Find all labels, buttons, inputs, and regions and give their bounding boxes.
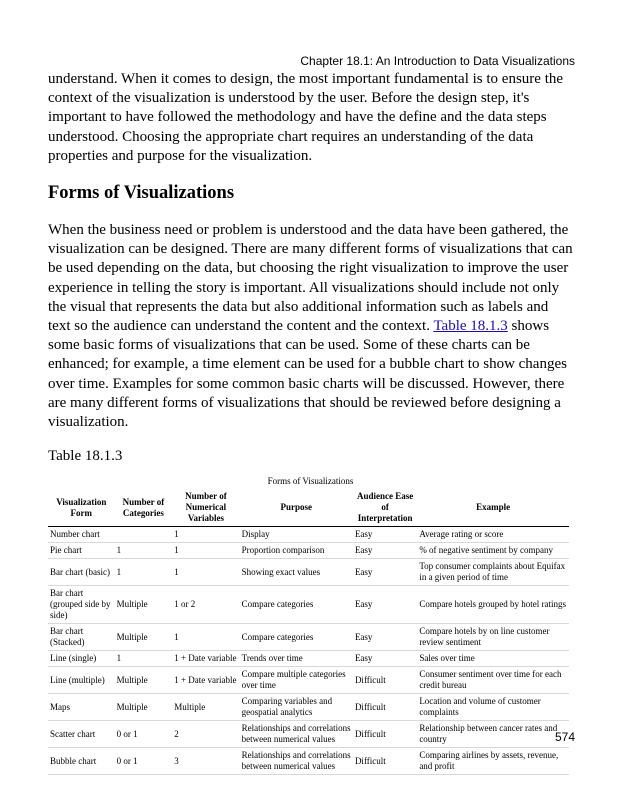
column-header: Purpose bbox=[240, 489, 353, 527]
table-cell: Bar chart (grouped side by side) bbox=[50, 588, 111, 621]
page-number: 574 bbox=[554, 730, 575, 744]
page-content bbox=[48, 70, 573, 775]
table-cell: Maps bbox=[50, 701, 70, 712]
table-cell: Bubble chart bbox=[50, 755, 97, 766]
table-cell: Relationships and correlations between numerical values bbox=[241, 723, 351, 745]
table-cell: Display bbox=[241, 529, 270, 540]
intro-paragraph: understand. When it comes to design, the most important fundamental is to ensure the context of the visualization is understood by the user. Before the design step, it's important to have followed the methodology and have the define and the data steps understood. Choosing the appropriate chart requires an understanding of the data properties and purpose for the visualization. bbox=[48, 71, 564, 164]
table-row bbox=[48, 527, 569, 543]
table-cell: Location and volume of customer complaints bbox=[419, 696, 541, 718]
table-cell: Easy bbox=[354, 545, 373, 556]
table-cell: Pie chart bbox=[50, 545, 82, 556]
column-header: Audience Ease of Interpretation bbox=[353, 489, 417, 527]
table-cell: Difficult bbox=[354, 755, 386, 766]
table-cell: Showing exact values bbox=[241, 566, 321, 577]
table-cell: Relationships and correlations between numerical values bbox=[241, 750, 351, 772]
table-cell: Relationship between cancer rates and country bbox=[419, 723, 558, 745]
table-cell: 1 + Date variable bbox=[174, 653, 237, 664]
table-cell: Compare multiple categories over time bbox=[241, 669, 346, 691]
table-cell: 1 bbox=[174, 545, 179, 556]
table-cell: % of negative sentiment by company bbox=[419, 545, 554, 556]
column-header: Number of Categories bbox=[115, 489, 173, 527]
table-cell: Compare hotels by on line customer review sentiment bbox=[419, 626, 550, 648]
table-caption: Forms of Visualizations bbox=[267, 476, 354, 487]
table-row bbox=[48, 721, 569, 748]
table-cell: Compare hotels grouped by hotel ratings bbox=[419, 599, 567, 610]
table-label: Table 18.1.3 bbox=[48, 448, 123, 465]
table-cell: Difficult bbox=[354, 674, 386, 685]
table-cell: 1 bbox=[174, 529, 179, 540]
table-cell: Bar chart (Stacked) bbox=[50, 626, 85, 648]
table-cell: Difficult bbox=[354, 728, 386, 739]
table-row bbox=[48, 651, 569, 667]
table-cell: Average rating or score bbox=[419, 529, 504, 540]
table-reference-link[interactable]: Table 18.1.3 bbox=[433, 318, 508, 335]
table-cell: 1 bbox=[116, 653, 122, 664]
table-cell: Easy bbox=[354, 566, 373, 577]
table-cell: Multiple bbox=[174, 701, 206, 712]
table-cell: Number chart bbox=[50, 529, 100, 540]
table-cell: Line (multiple) bbox=[50, 674, 105, 685]
table-row bbox=[48, 748, 569, 775]
table-row bbox=[48, 586, 569, 624]
table-header-row bbox=[48, 489, 569, 527]
table-cell: Easy bbox=[354, 631, 373, 642]
table-row bbox=[48, 694, 569, 721]
table-cell: Easy bbox=[354, 599, 373, 610]
table-cell: Difficult bbox=[354, 701, 386, 712]
table-cell: Easy bbox=[354, 653, 373, 664]
table-cell: 1 bbox=[174, 631, 179, 642]
table-cell: Sales over time bbox=[419, 653, 475, 664]
table-cell: Multiple bbox=[116, 674, 148, 685]
table-body bbox=[48, 527, 569, 775]
table-cell: 1 or 2 bbox=[174, 599, 196, 610]
column-header: Number of Numerical Variables bbox=[172, 489, 239, 527]
table-row bbox=[48, 667, 569, 694]
table-cell: Multiple bbox=[116, 631, 148, 642]
table-cell: Scatter chart bbox=[50, 728, 96, 739]
table-cell: 0 or 1 bbox=[116, 755, 138, 766]
paragraph-text-before-link: When the business need or problem is understood and the data have been gathered, the visualization can be designed. There are many different forms of visualizations that can be used depending on the data, but choosing the right visualization to improve the user experience in telling the story is important. All visualizations should include not only the visual that represents the data but also additional information such as labels and text so the audience can understand the content and the context. bbox=[48, 222, 573, 335]
column-header: Example bbox=[417, 489, 569, 527]
table-cell: 1 bbox=[116, 566, 122, 577]
table-row bbox=[48, 559, 569, 586]
table-row bbox=[48, 543, 569, 559]
table-cell: Multiple bbox=[116, 701, 148, 712]
table-cell: Top consumer complaints about Equifax in a given period of time bbox=[419, 561, 566, 583]
visualization-forms-table bbox=[48, 489, 569, 775]
table-cell: Proportion comparison bbox=[241, 545, 325, 556]
table-cell: Multiple bbox=[116, 599, 148, 610]
table-cell: 3 bbox=[174, 755, 179, 766]
table-cell: Compare categories bbox=[241, 599, 314, 610]
running-header: Chapter 18.1: An Introduction to Data Visualizations bbox=[300, 54, 575, 68]
table-cell: Consumer sentiment over time for each credit bureau bbox=[419, 669, 562, 691]
section-heading: Forms of Visualizations bbox=[48, 183, 235, 204]
table-cell: 0 or 1 bbox=[116, 728, 138, 739]
table-cell: Comparing airlines by assets, revenue, and profit bbox=[419, 750, 559, 772]
table-cell: 1 bbox=[174, 566, 179, 577]
table-cell bbox=[115, 527, 173, 543]
table-cell: Comparing variables and geospatial analytics bbox=[241, 696, 333, 718]
table-cell: Line (single) bbox=[50, 653, 97, 664]
table-cell: Trends over time bbox=[241, 653, 303, 664]
table-cell: 2 bbox=[174, 728, 179, 739]
table-cell: 1 + Date variable bbox=[174, 674, 237, 685]
table-cell: Easy bbox=[354, 529, 373, 540]
table-cell: Compare categories bbox=[241, 631, 314, 642]
column-header: Visualization Form bbox=[48, 489, 115, 527]
paragraph-text-after-link: shows some basic forms of visualizations that can be used. Some of these charts can be enhanced; for example, a time element can be used for a bubble chart to show changes over time. Examples for some common basic charts will be discussed. However, there are many different forms of visualizations that should be reviewed before designing a visualization. bbox=[48, 318, 567, 431]
table-cell: 1 bbox=[116, 545, 122, 556]
table-row bbox=[48, 624, 569, 651]
table-cell: Bar chart (basic) bbox=[50, 566, 110, 577]
section-paragraph bbox=[48, 221, 573, 432]
